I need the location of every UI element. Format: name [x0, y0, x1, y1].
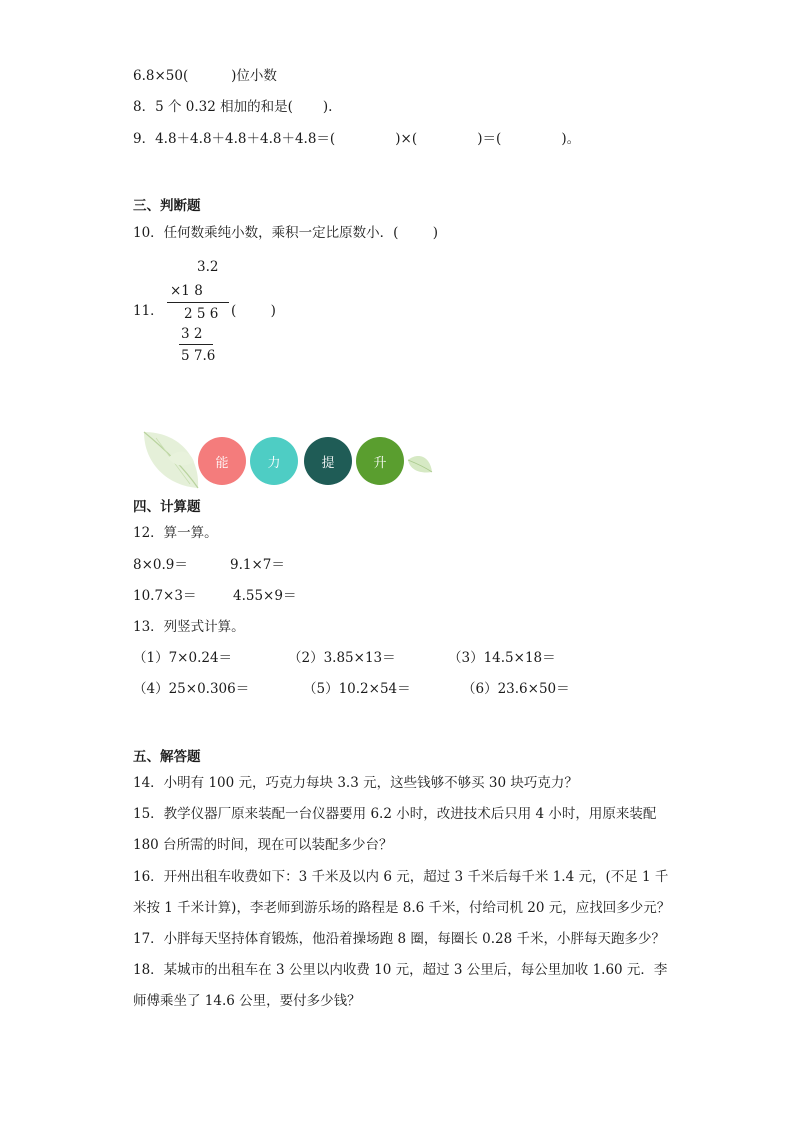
question-16-line-1: 16．开州出租车收费如下：3 千米及以内 6 元，超过 3 千米后每千米 1.4 元，(不足 1 千: [133, 869, 669, 885]
question-14: 14．小明有 100 元，巧克力每块 3.3 元，这些钱够不够买 30 块巧克力？: [133, 775, 578, 791]
question-9: 9．4.8＋4.8＋4.8＋4.8＋4.8＝( )×( )＝( )。: [133, 131, 581, 147]
final-product: 5 7.6: [181, 348, 216, 364]
multiplication-rule-2: [179, 344, 213, 345]
multiplication-rule-1: [167, 302, 229, 303]
question-7-tail: 6.8×50( )位小数: [133, 68, 277, 84]
question-11-number: 11．: [133, 303, 164, 319]
question-13: 13．列竖式计算。: [133, 619, 245, 635]
question-16-line-2: 米按 1 千米计算)，李老师到游乐场的路程是 8.6 千米，付给司机 20 元，应找回多少元？: [133, 900, 671, 916]
banner-circle-3: [304, 437, 352, 485]
question-10: 10．任何数乘纯小数，乘积一定比原数小．( ): [133, 225, 439, 241]
q12-item-3: 10.7×3＝: [133, 588, 197, 604]
banner-char-4: 升: [373, 455, 387, 471]
ability-banner: [138, 428, 438, 492]
answer-bracket: ( ): [231, 303, 276, 319]
banner-circle-2: [250, 437, 298, 485]
q13-item-6: （6）23.6×50＝: [462, 681, 570, 697]
q12-item-2: 9.1×7＝: [230, 557, 285, 573]
question-15-line-2: 180 台所需的时间，现在可以装配多少台？: [133, 837, 393, 853]
section-3-heading: 三、判断题: [133, 198, 201, 214]
question-18-line-1: 18．某城市的出租车在 3 公里以内收费 10 元，超过 3 公里后，每公里加收 1.60 元．李: [133, 962, 668, 978]
q12-item-1: 8×0.9＝: [133, 557, 188, 573]
q13-item-3: （3）14.5×18＝: [448, 650, 556, 666]
multiplier: ×1 8: [170, 283, 203, 299]
question-12: 12．算一算。: [133, 525, 218, 541]
banner-circle-4: [356, 437, 404, 485]
banner-char-1: 能: [215, 455, 229, 471]
partial-product-2: 3 2: [181, 326, 203, 342]
question-15-line-1: 15．教学仪器厂原来装配一台仪器要用 6.2 小时，改进技术后只用 4 小时，用原来装配: [133, 806, 657, 822]
q13-item-5: （5）10.2×54＝: [303, 681, 411, 697]
banner-circle-1: [198, 437, 246, 485]
question-17: 17．小胖每天坚持体育锻炼，他沿着操场跑 8 圈，每圈长 0.28 千米，小胖每天跑多少？: [133, 931, 665, 947]
partial-product-1: 2 5 6: [184, 306, 219, 322]
q13-item-2: （2）3.85×13＝: [288, 650, 396, 666]
q13-item-1: （1）7×0.24＝: [133, 650, 233, 666]
small-leaf-icon: [406, 450, 436, 480]
multiplicand: 3.2: [197, 259, 219, 275]
section-4-heading: 四、计算题: [133, 499, 201, 515]
q13-item-4: （4）25×0.306＝: [133, 681, 250, 697]
banner-char-2: 力: [267, 455, 281, 471]
section-5-heading: 五、解答题: [133, 749, 201, 765]
question-8: 8．5 个 0.32 相加的和是( ).: [133, 99, 333, 115]
question-18-line-2: 师傅乘坐了 14.6 公里，要付多少钱？: [133, 993, 361, 1009]
banner-char-3: 提: [321, 455, 335, 471]
q12-item-4: 4.55×9＝: [233, 588, 297, 604]
